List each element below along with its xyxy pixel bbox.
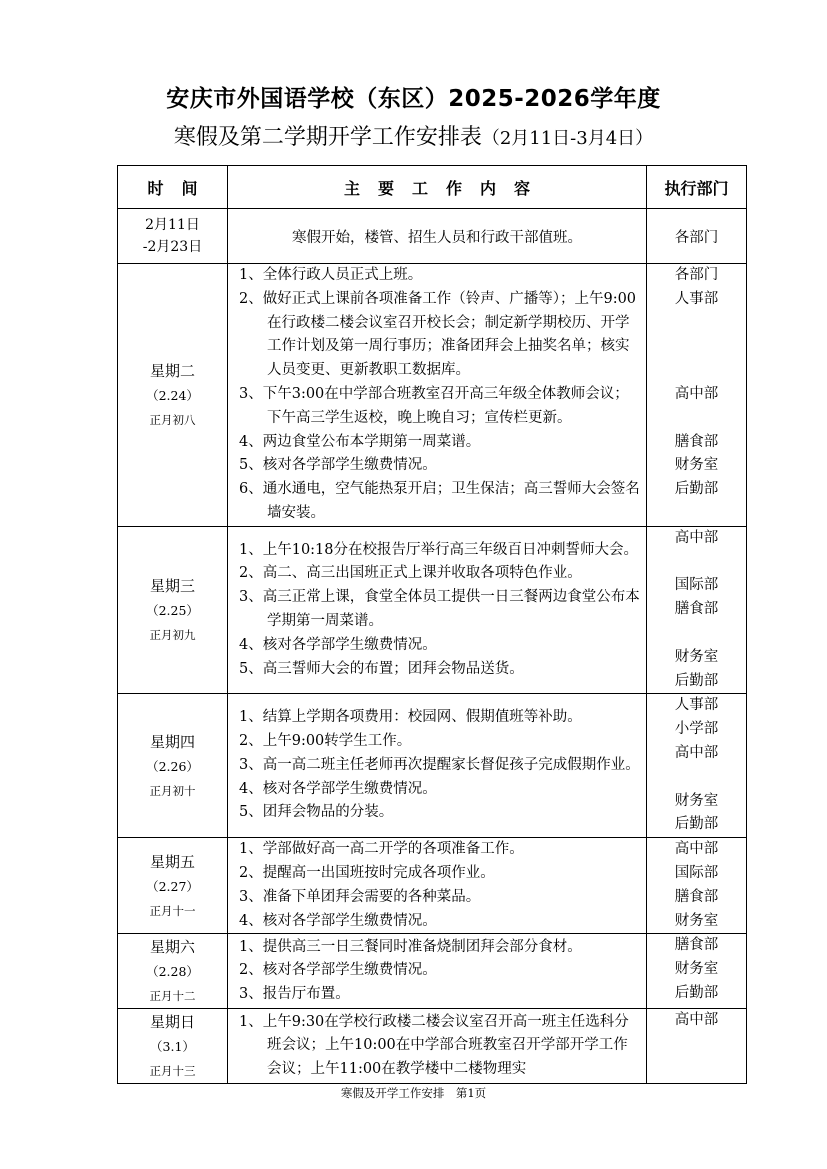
dept-label: 后勤部 — [674, 984, 719, 1001]
date-cell — [118, 838, 228, 934]
dept-label: 财务室 — [674, 648, 719, 665]
dept-cell — [647, 838, 747, 934]
date-cell — [118, 934, 228, 1009]
weekday-label: 星期二 — [149, 361, 195, 380]
month-day: （2.25） — [146, 603, 199, 619]
task-item: 5、高三誓师大会的布置；团拜会物品送货。 — [239, 660, 524, 677]
content-cell — [228, 1009, 647, 1084]
weekday-label: 星期五 — [149, 852, 195, 871]
dept-label: 后勤部 — [674, 816, 719, 833]
task-item: 4、核对各学部学生缴费情况。 — [239, 636, 437, 653]
date-line: 2月11日 — [145, 217, 200, 233]
task-item: 1、学部做好高一高二开学的各项准备工作。 — [239, 841, 524, 858]
task-item: 2、做好正式上课前各项准备工作（铃声、广播等）；上午9:00在行政楼二楼会议室召开校长会；制定新学期校历、开学工作计划及第一周行事历；准备团拜会上抽奖名单；核实人员变更、更新教职工数据库。 — [239, 290, 637, 379]
subtitle-date-range: （2月11日-3月4日） — [481, 128, 654, 149]
dept-label: 财务室 — [674, 457, 719, 474]
dept-cell: 各部门 — [647, 209, 747, 264]
dept-cell — [647, 1009, 747, 1084]
dept-cell — [647, 694, 747, 838]
date-cell — [118, 526, 228, 694]
dept-label: 财务室 — [674, 961, 719, 978]
task-item: 1、提供高三一日三餐同时准备烧制团拜会部分食材。 — [239, 938, 582, 955]
task-item: 2、上午9:00转学生工作。 — [239, 733, 412, 750]
month-day: （3.1） — [150, 1039, 195, 1055]
table-header-row — [118, 166, 747, 209]
month-day: （2.26） — [146, 758, 199, 774]
content-cell — [228, 934, 647, 1009]
dept-label — [647, 622, 746, 646]
dept-cell — [647, 264, 747, 527]
task-item: 2、核对各学部学生缴费情况。 — [239, 962, 437, 979]
month-day: （2.27） — [146, 878, 199, 894]
lunar-date: 正月十二 — [149, 989, 196, 1004]
table-row — [118, 526, 747, 694]
subtitle-main: 寒假及第二学期开学工作安排表 — [173, 125, 482, 150]
lunar-date: 正月初八 — [149, 412, 196, 427]
weekday-label: 星期日 — [149, 1013, 195, 1032]
dept-label: 人事部 — [674, 290, 719, 307]
dept-label — [647, 407, 746, 431]
dept-label: 膳食部 — [674, 433, 719, 450]
dept-label: 膳食部 — [674, 601, 719, 618]
dept-label: 高中部 — [674, 385, 719, 402]
dept-label: 财务室 — [674, 792, 719, 809]
weekday-label: 星期四 — [149, 732, 195, 751]
table-row — [118, 694, 747, 838]
dept-label: 膳食部 — [674, 937, 719, 954]
date-cell — [118, 694, 228, 838]
month-day: （2.24） — [146, 387, 199, 403]
task-item: 4、核对各学部学生缴费情况。 — [239, 912, 437, 929]
month-day: （2.28） — [146, 964, 199, 980]
task-item: 1、结算上学期各项费用：校园网、假期值班等补助。 — [239, 709, 582, 726]
weekday-label: 星期三 — [149, 577, 195, 596]
dept-label: 后勤部 — [674, 672, 719, 689]
page-footer: 寒假及开学工作安排 第1页 — [340, 1086, 487, 1100]
task-item: 1、上午9:30在学校行政楼二楼会议室召开高一班主任选科分班会议；上午10:00在中学部合班教室召开学部开学工作会议；上午11:00在教学楼中二楼物理实 — [239, 1013, 629, 1078]
content-cell — [228, 526, 647, 694]
weekday-label: 星期六 — [149, 938, 195, 957]
table-row — [118, 1009, 747, 1084]
task-item: 1、上午10:18分在校报告厅举行高三年级百日冲刺誓师大会。 — [239, 541, 639, 558]
task-item: 3、高三正常上课，食堂全体员工提供一日三餐两边食堂公布本学期第一周菜谱。 — [239, 589, 640, 630]
lunar-date: 正月初九 — [149, 628, 196, 643]
dept-label: 高中部 — [674, 744, 719, 761]
content-cell — [228, 694, 647, 838]
dept-label: 各部门 — [674, 267, 719, 283]
task-item: 1、全体行政人员正式上班。 — [239, 267, 423, 283]
header-time: 时间 — [118, 166, 228, 209]
dept-label: 高中部 — [674, 841, 719, 858]
dept-label — [647, 312, 746, 336]
dept-label: 小学部 — [674, 721, 719, 738]
date-cell — [118, 209, 228, 264]
dept-label: 人事部 — [674, 697, 719, 714]
content-cell: 寒假开始，楼管、招生人员和行政干部值班。 — [228, 209, 647, 264]
content-cell — [228, 838, 647, 934]
task-item: 3、高一高二班主任老师再次提醒家长督促孩子完成假期作业。 — [239, 756, 640, 773]
dept-label: 国际部 — [674, 577, 719, 594]
dept-label: 财务室 — [674, 912, 719, 929]
dept-label: 高中部 — [674, 1012, 719, 1029]
dept-label: 膳食部 — [674, 888, 719, 905]
task-item: 5、核对各学部学生缴费情况。 — [239, 457, 437, 474]
lunar-date: 正月十一 — [149, 903, 196, 918]
dept-label — [647, 359, 746, 383]
dept-cell — [647, 526, 747, 694]
task-item: 2、提醒高一出国班按时完成各项作业。 — [239, 864, 495, 881]
dept-label: 后勤部 — [674, 481, 719, 498]
date-cell — [118, 264, 228, 527]
document-subtitle — [0, 120, 827, 151]
dept-label: 国际部 — [674, 864, 719, 881]
date-line: -2月23日 — [142, 239, 203, 255]
dept-cell — [647, 934, 747, 1009]
dept-label — [647, 335, 746, 359]
table-row — [118, 264, 747, 527]
dept-label: 高中部 — [674, 529, 719, 546]
task-item: 3、报告厅布置。 — [239, 986, 350, 1003]
date-cell — [118, 1009, 228, 1084]
schedule-table — [117, 165, 747, 1084]
content-cell — [228, 264, 647, 527]
table-row — [118, 838, 747, 934]
document-title: 安庆市外国语学校（东区）2025-2026学年度 — [166, 86, 661, 112]
header-dept: 执行部门 — [647, 166, 747, 209]
task-item: 3、下午3:00在中学部合班教室召开高三年级全体教师会议；下午高三学生返校，晚上晚自习；宣传栏更新。 — [239, 385, 629, 426]
task-item: 2、高二、高三出国班正式上课并收取各项特色作业。 — [239, 565, 582, 582]
task-item: 5、团拜会物品的分装。 — [239, 804, 394, 821]
dept-label — [647, 551, 746, 575]
task-item: 3、准备下单团拜会需要的各种菜品。 — [239, 888, 481, 905]
lunar-date: 正月十三 — [149, 1064, 196, 1079]
task-item: 6、通水通电，空气能热泵开启；卫生保洁；高三誓师大会签名墙安装。 — [239, 481, 640, 521]
table-row — [118, 209, 747, 264]
table-row — [118, 934, 747, 1009]
task-item: 4、两边食堂公布本学期第一周菜谱。 — [239, 433, 481, 450]
lunar-date: 正月初十 — [149, 783, 196, 798]
dept-label — [647, 766, 746, 790]
header-content: 主要工作内容 — [228, 166, 647, 209]
task-item: 4、核对各学部学生缴费情况。 — [239, 780, 437, 797]
